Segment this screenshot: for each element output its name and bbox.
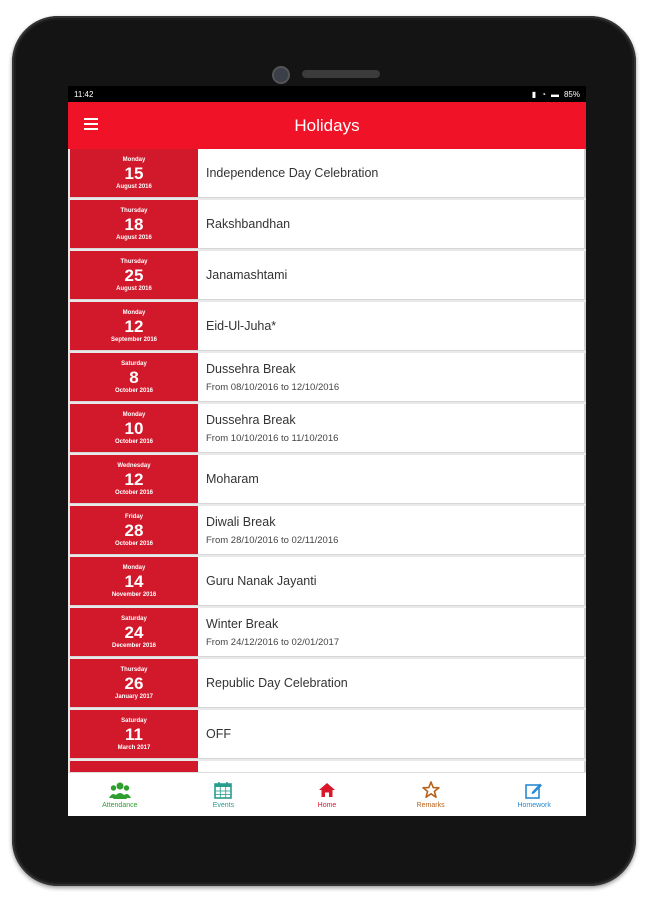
date-box <box>70 659 198 707</box>
month-year: March 2017 <box>117 744 151 751</box>
month-year: January 2017 <box>114 693 154 700</box>
day-of-week: Thursday <box>120 666 148 673</box>
day-number: 14 <box>124 571 144 591</box>
holiday-row[interactable] <box>70 404 586 453</box>
status-icons <box>532 90 580 99</box>
date-box <box>70 251 198 299</box>
users-icon <box>109 780 131 800</box>
month-year: August 2016 <box>116 285 152 292</box>
month-year: December 2016 <box>111 642 157 649</box>
holiday-title: Diwali Break <box>206 514 276 529</box>
nav-label: Remarks <box>416 802 445 809</box>
day-number: 24 <box>124 622 144 642</box>
holiday-info <box>198 455 584 503</box>
holiday-date-range: From 10/10/2016 to 11/10/2016 <box>206 432 339 444</box>
holiday-title: Rakshbandhan <box>206 217 291 231</box>
date-box <box>70 455 198 503</box>
date-box <box>70 149 198 197</box>
nav-item-home[interactable] <box>275 773 379 816</box>
calendar-icon <box>214 780 232 800</box>
holiday-row[interactable] <box>70 659 586 708</box>
holiday-title: OFF <box>206 727 231 741</box>
speaker-grille <box>302 70 380 78</box>
holiday-title: Guru Nanak Jayanti <box>206 574 317 588</box>
date-box <box>70 506 198 554</box>
battery-level: 85% <box>563 89 580 99</box>
holiday-info <box>198 404 584 452</box>
day-of-week: Wednesday <box>117 462 151 469</box>
holiday-row[interactable] <box>70 710 586 759</box>
day-number: 10 <box>124 418 144 438</box>
month-year: October 2016 <box>114 540 154 547</box>
date-box <box>70 353 198 401</box>
holiday-title: Dussehra Break <box>206 412 296 427</box>
month-year: August 2016 <box>116 234 152 241</box>
page-title: Holidays <box>294 115 360 135</box>
holiday-row[interactable] <box>70 251 586 300</box>
hamburger-menu-icon[interactable] <box>84 118 98 130</box>
holiday-date-range: From 08/10/2016 to 12/10/2016 <box>206 381 340 393</box>
nav-item-events[interactable] <box>172 773 276 816</box>
holiday-date-range: From 28/10/2016 to 02/11/2016 <box>206 534 339 546</box>
date-box <box>70 404 198 452</box>
holiday-row[interactable] <box>70 608 586 657</box>
month-year: October 2016 <box>114 438 154 445</box>
day-of-week: Saturday <box>121 717 147 724</box>
holiday-row[interactable] <box>70 455 586 504</box>
bottom-navigation <box>68 772 586 816</box>
holiday-title: Dussehra Break <box>206 361 296 376</box>
status-bar <box>68 86 586 102</box>
holiday-title: Republic Day Celebration <box>206 676 348 690</box>
holiday-row[interactable] <box>70 557 586 606</box>
month-year: October 2016 <box>114 489 154 496</box>
holiday-title: Independence Day Celebration <box>206 166 379 180</box>
holiday-info <box>198 506 584 554</box>
day-of-week: Saturday <box>121 615 147 622</box>
holiday-row[interactable] <box>70 353 586 402</box>
holiday-info <box>198 659 584 707</box>
wifi-icon: ◔ <box>541 89 546 99</box>
holiday-row[interactable] <box>70 302 586 351</box>
holiday-info <box>198 557 584 605</box>
day-of-week: Monday <box>122 309 146 316</box>
status-time: 11:42 <box>74 89 94 99</box>
date-box <box>70 710 198 758</box>
nav-label: Home <box>317 802 337 809</box>
day-number: 11 <box>125 724 143 744</box>
app-bar <box>68 102 586 149</box>
day-number: 28 <box>124 520 144 540</box>
screen <box>68 86 586 816</box>
nav-label: Attendance <box>102 802 138 809</box>
day-number: 26 <box>124 673 144 693</box>
edit-icon <box>525 780 543 800</box>
day-of-week: Friday <box>124 513 143 520</box>
holiday-title: Eid-Ul-Juha* <box>206 319 277 333</box>
holiday-info <box>198 251 584 299</box>
day-of-week: Monday <box>122 156 146 163</box>
holiday-date-range: From 24/12/2016 to 02/01/2017 <box>206 636 340 648</box>
month-year: November 2016 <box>111 591 157 598</box>
holiday-row[interactable] <box>70 200 586 249</box>
holiday-info <box>198 302 584 350</box>
nav-item-attendance[interactable] <box>68 773 172 816</box>
holiday-title: Moharam <box>206 472 259 486</box>
nav-label: Events <box>212 802 235 809</box>
nav-label: Homework <box>517 802 551 809</box>
camera-lens <box>272 66 290 84</box>
holiday-info <box>198 200 584 248</box>
month-year: September 2016 <box>110 336 158 343</box>
holiday-info <box>198 149 584 197</box>
holiday-title: Winter Break <box>206 616 279 631</box>
battery-icon: ▬ <box>550 89 559 99</box>
month-year: August 2016 <box>116 183 152 190</box>
day-number: 12 <box>124 469 144 489</box>
holiday-row[interactable] <box>70 506 586 555</box>
nav-item-remarks[interactable] <box>379 773 483 816</box>
day-number: 25 <box>124 265 144 285</box>
month-year: October 2016 <box>114 387 154 394</box>
signal-icon: ▮ <box>531 89 537 99</box>
day-of-week: Monday <box>122 564 146 571</box>
home-icon <box>318 780 336 800</box>
holiday-info <box>198 353 584 401</box>
holiday-info <box>198 710 584 758</box>
date-box <box>70 608 198 656</box>
nav-item-homework[interactable] <box>482 773 586 816</box>
holiday-list[interactable] <box>68 149 586 773</box>
holiday-row[interactable] <box>70 149 586 198</box>
date-box <box>70 200 198 248</box>
day-of-week: Monday <box>122 411 146 418</box>
day-number: 12 <box>124 316 144 336</box>
day-number: 15 <box>124 163 144 183</box>
holiday-title: Janamashtami <box>206 268 288 282</box>
day-of-week: Saturday <box>121 360 147 367</box>
day-of-week: Thursday <box>120 207 148 214</box>
day-of-week: Thursday <box>120 258 148 265</box>
date-box <box>70 302 198 350</box>
holiday-info <box>198 608 584 656</box>
day-number: 18 <box>124 214 144 234</box>
star-icon <box>422 780 440 800</box>
date-box <box>70 557 198 605</box>
day-number: 8 <box>129 367 139 387</box>
